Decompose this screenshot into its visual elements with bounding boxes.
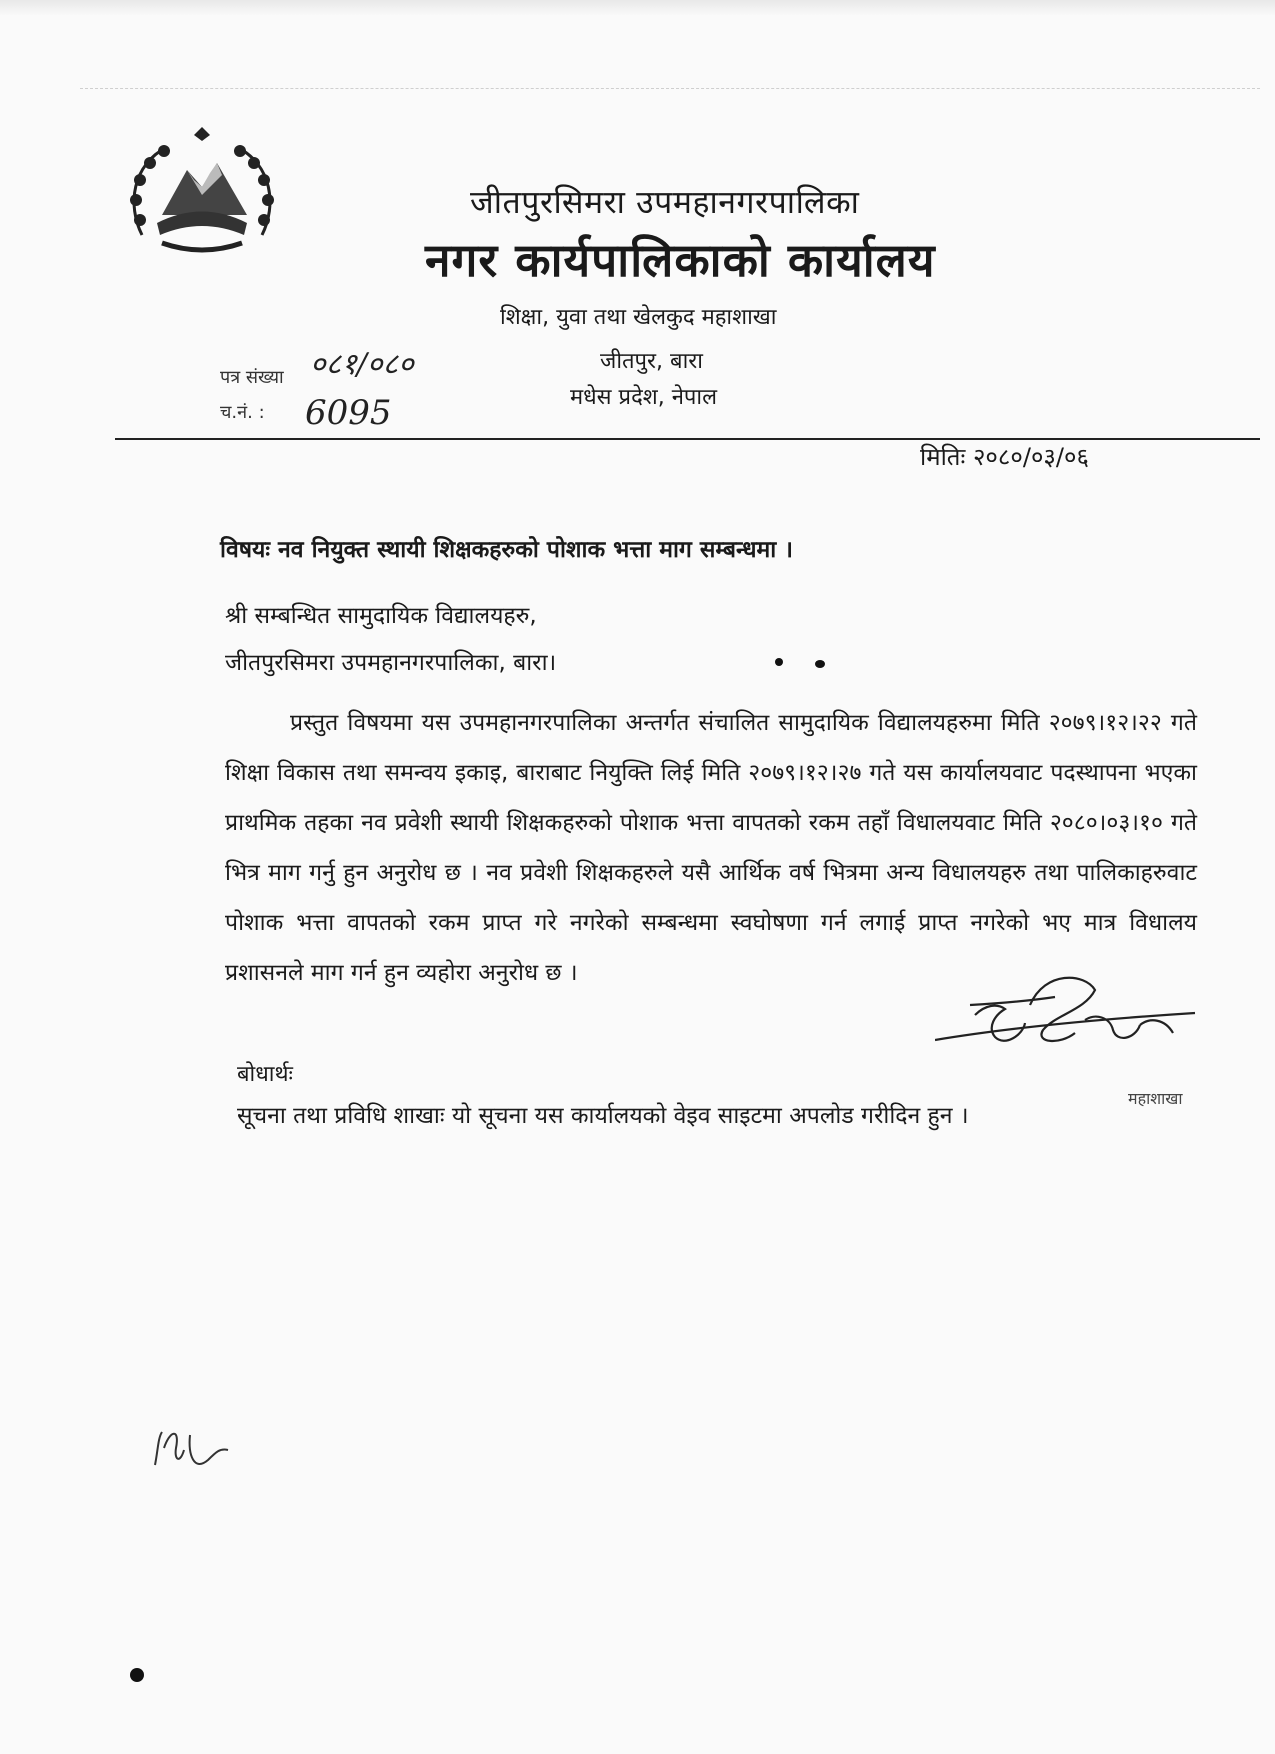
letter-number-value: ०८१/०८० [310, 347, 414, 382]
cc-text: सूचना तथा प्रविधि शाखाः यो सूचना यस कार्यालयको वेइव साइटमा अपलोड गरीदिन हुन । [237, 1103, 969, 1129]
top-dashed-rule [80, 88, 1260, 89]
branch-name: शिक्षा, युवा तथा खेलकुद महाशाखा [500, 305, 777, 330]
cc-label: बोधार्थः [237, 1062, 293, 1087]
dispatch-number-value: 6095 [305, 393, 392, 433]
scan-top-edge [0, 0, 1275, 16]
nepal-government-emblem-icon [122, 125, 282, 265]
scan-speck [815, 660, 825, 668]
letter-number-label: पत्र संख्या [220, 367, 284, 388]
stamp-branch-label: महाशाखा [1128, 1089, 1183, 1108]
letter-body: प्रस्तुत विषयमा यस उपमहानगरपालिका अन्तर्गत संचालित सामुदायिक विद्यालयहरुमा मिति २०७९।१२।२२ गते शिक्षा विकास तथा समन्वय इकाइ, बाराबाट नियुक्ति लिई मिति २०७९।१२।२७ गते यस कार्यालयवाट पदस्थापना भएका प्राथमिक तहका नव प्रवेशी स्थायी शिक्षकहरुको पोशाक भत्ता वापतको रकम तहाँ विधालयवाट मिति २०८०।०३।१० गते भित्र माग गर्नु हुन अनुरोध छ । नव प्रवेशी शिक्षकहरुले यसै आर्थिक वर्ष भित्रमा अन्य विधालयहरु तथा पालिकाहरुवाट पोशाक भत्ता वापतको रकम प्राप्त गरे नगरेको सम्बन्धमा स्वघोषणा गर्न लगाई प्राप्त नगरेको भए मात्र विधालय प्रशासनले माग गर्न हुन व्यहोरा अनुरोध छ । [225, 710, 1197, 986]
scan-speck [775, 658, 783, 666]
municipality-name: जीतपुरसिमरा उपमहानगरपालिका [470, 183, 860, 221]
letter-date: मितिः २०८०/०३/०६ [920, 443, 1089, 471]
office-location: जीतपुर, बारा [600, 349, 703, 374]
recipient-line-2: जीतपुरसिमरा उपमहानगरपालिका, बारा। [225, 650, 557, 676]
office-name: नगर कार्यपालिकाको कार्यालय [425, 233, 936, 287]
letter-subject: विषयः नव नियुक्त स्थायी शिक्षकहरुको पोशाक भत्ता माग सम्बन्धमा । [220, 537, 793, 563]
handwritten-initials-icon [150, 1420, 240, 1480]
province-name: मधेस प्रदेश, नेपाल [570, 385, 718, 410]
signature-icon [935, 975, 1210, 1070]
recipient-line-1: श्री सम्बन्धित सामुदायिक विद्यालयहरु, [225, 603, 537, 629]
scan-speck [130, 1668, 144, 1682]
dispatch-number-label: च.नं. : [220, 402, 265, 423]
